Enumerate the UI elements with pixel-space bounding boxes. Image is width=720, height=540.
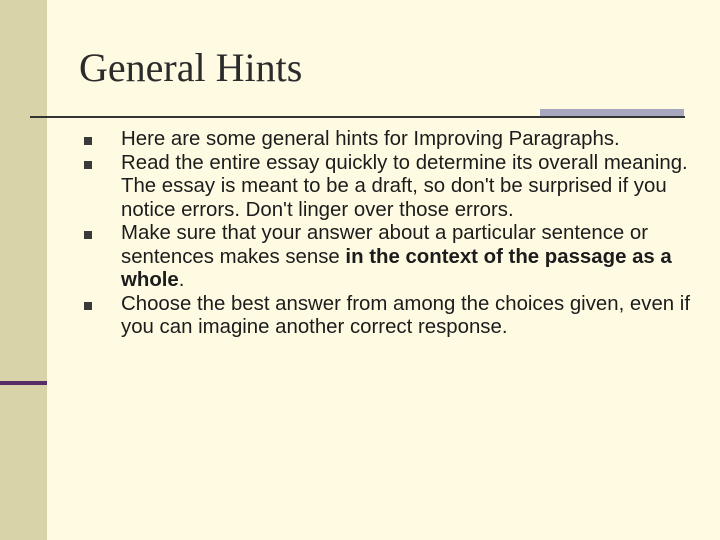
square-bullet-icon bbox=[84, 302, 92, 310]
bullet-item-3 bbox=[83, 222, 693, 293]
square-bullet-icon bbox=[84, 137, 92, 145]
slide-title: General Hints bbox=[79, 45, 303, 90]
bullet-text: Here are some general hints for Improving Paragraphs. bbox=[121, 128, 620, 150]
left-decorative-bar bbox=[0, 0, 47, 540]
left-accent-stripe bbox=[0, 381, 47, 385]
bullet-text: Make sure that your answer about a particular sentence or sentences makes sense bbox=[121, 222, 649, 268]
bullet-item-4 bbox=[83, 293, 693, 340]
bullet-item-2 bbox=[83, 152, 693, 223]
bullet-text: Choose the best answer from among the choices given, even if you can imagine another correct response. bbox=[121, 292, 690, 338]
bullet-list bbox=[83, 128, 693, 340]
bullet-text-end: . bbox=[178, 269, 185, 291]
square-bullet-icon bbox=[84, 161, 92, 169]
bullet-text: Read the entire essay quickly to determine its overall meaning. The essay is meant to be a draft, so don't be surprised if you notice errors. Don't linger over those errors. bbox=[121, 151, 688, 221]
bullet-item-1 bbox=[83, 128, 693, 152]
square-bullet-icon bbox=[84, 231, 92, 239]
bullet-emphasis: in the context of the passage as a whole bbox=[121, 245, 672, 291]
title-underline-rule bbox=[30, 116, 685, 118]
